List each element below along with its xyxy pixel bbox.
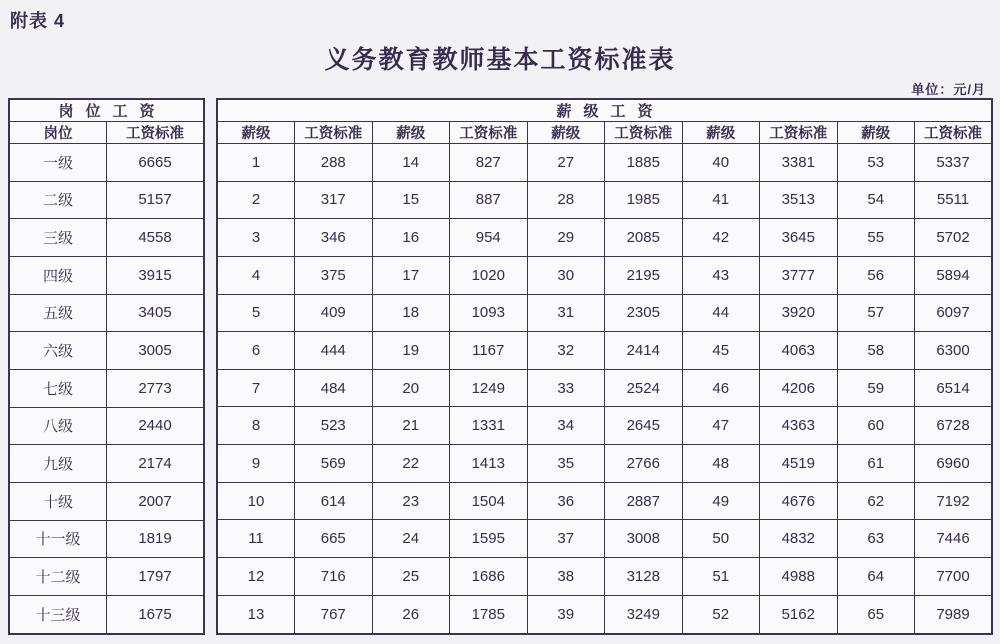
grade-salary-cell: 1985 xyxy=(605,181,683,219)
grade-number-cell: 18 xyxy=(372,294,450,332)
grade-salary-cell: 4063 xyxy=(760,332,838,370)
grade-salary-cell: 2645 xyxy=(605,407,683,445)
grade-number-cell: 6 xyxy=(217,332,295,370)
grade-salary-cell: 6728 xyxy=(915,407,993,445)
grade-salary-cell: 523 xyxy=(295,407,373,445)
grade-salary-cell: 954 xyxy=(450,219,528,257)
grade-table-row xyxy=(217,181,992,219)
grade-salary-column-header: 工资标准 xyxy=(760,122,838,144)
grade-salary-cell: 767 xyxy=(295,595,373,634)
grade-salary-cell: 2524 xyxy=(605,369,683,407)
grade-salary-cell: 4363 xyxy=(760,407,838,445)
grade-table-row xyxy=(217,294,992,332)
grade-number-cell: 20 xyxy=(372,369,450,407)
grade-number-cell: 56 xyxy=(837,256,915,294)
grade-number-cell: 40 xyxy=(682,144,760,182)
grade-number-cell: 22 xyxy=(372,445,450,483)
grade-number-cell: 61 xyxy=(837,445,915,483)
grade-number-cell: 38 xyxy=(527,558,605,596)
position-table-title: 岗位工资 xyxy=(9,99,204,122)
grade-number-cell: 65 xyxy=(837,595,915,634)
grade-number-cell: 32 xyxy=(527,332,605,370)
grade-table-header-row xyxy=(217,122,992,144)
grade-salary-cell: 4988 xyxy=(760,558,838,596)
grade-salary-cell: 3920 xyxy=(760,294,838,332)
position-grade-cell: 二级 xyxy=(9,181,107,219)
grade-number-cell: 59 xyxy=(837,369,915,407)
position-table-header-row xyxy=(9,122,204,144)
grade-number-cell: 57 xyxy=(837,294,915,332)
grade-number-cell: 9 xyxy=(217,445,295,483)
grade-table-row xyxy=(217,407,992,445)
position-table-row xyxy=(9,407,204,445)
grade-number-cell: 62 xyxy=(837,482,915,520)
page-title: 义务教育教师基本工资标准表 xyxy=(324,46,676,74)
position-salary-cell: 5157 xyxy=(107,181,205,219)
grade-table-row xyxy=(217,520,992,558)
position-grade-cell: 十级 xyxy=(9,482,107,520)
position-table-row xyxy=(9,369,204,407)
grade-number-cell: 33 xyxy=(527,369,605,407)
grade-column-header: 薪级 xyxy=(217,122,295,144)
grade-number-cell: 27 xyxy=(527,144,605,182)
grade-number-cell: 5 xyxy=(217,294,295,332)
position-salary-table xyxy=(8,98,205,635)
grade-salary-cell: 5162 xyxy=(760,595,838,634)
grade-salary-column-header: 工资标准 xyxy=(915,122,993,144)
grade-number-cell: 47 xyxy=(682,407,760,445)
grade-table-title-row xyxy=(217,99,992,122)
grade-salary-cell: 375 xyxy=(295,256,373,294)
grade-table-row xyxy=(217,558,992,596)
grade-number-cell: 58 xyxy=(837,332,915,370)
grade-table-row xyxy=(217,332,992,370)
grade-number-cell: 64 xyxy=(837,558,915,596)
grade-number-cell: 21 xyxy=(372,407,450,445)
grade-number-cell: 41 xyxy=(682,181,760,219)
grade-salary-cell: 1020 xyxy=(450,256,528,294)
position-salary-cell: 2007 xyxy=(107,482,205,520)
grade-table-row xyxy=(217,595,992,634)
grade-number-cell: 49 xyxy=(682,482,760,520)
position-salary-cell: 3915 xyxy=(107,256,205,294)
grade-number-cell: 37 xyxy=(527,520,605,558)
grade-salary-cell: 1331 xyxy=(450,407,528,445)
position-salary-cell: 3405 xyxy=(107,294,205,332)
grade-number-cell: 63 xyxy=(837,520,915,558)
position-grade-cell: 一级 xyxy=(9,144,107,182)
grade-column-header: 薪级 xyxy=(682,122,760,144)
grade-salary-cell: 1686 xyxy=(450,558,528,596)
grade-number-cell: 23 xyxy=(372,482,450,520)
position-table-row xyxy=(9,482,204,520)
grade-salary-cell: 3008 xyxy=(605,520,683,558)
position-table-row xyxy=(9,332,204,370)
position-grade-cell: 十一级 xyxy=(9,520,107,558)
grade-salary-cell: 1167 xyxy=(450,332,528,370)
position-grade-cell: 十三级 xyxy=(9,595,107,634)
grade-number-cell: 44 xyxy=(682,294,760,332)
position-table-row xyxy=(9,445,204,483)
grade-salary-cell: 7989 xyxy=(915,595,993,634)
grade-table-row xyxy=(217,144,992,182)
grade-number-cell: 60 xyxy=(837,407,915,445)
grade-salary-cell: 1413 xyxy=(450,445,528,483)
position-table-row xyxy=(9,144,204,182)
grade-number-cell: 42 xyxy=(682,219,760,257)
grade-number-cell: 46 xyxy=(682,369,760,407)
grade-number-cell: 39 xyxy=(527,595,605,634)
position-grade-cell: 十二级 xyxy=(9,558,107,596)
grade-salary-cell: 2887 xyxy=(605,482,683,520)
grade-salary-cell: 2085 xyxy=(605,219,683,257)
position-salary-cell: 6665 xyxy=(107,144,205,182)
grade-number-cell: 13 xyxy=(217,595,295,634)
grade-number-cell: 55 xyxy=(837,219,915,257)
position-table-body xyxy=(9,144,204,635)
grade-column-header: 薪级 xyxy=(837,122,915,144)
grade-number-cell: 17 xyxy=(372,256,450,294)
grade-table-row xyxy=(217,482,992,520)
grade-salary-cell: 4676 xyxy=(760,482,838,520)
grade-number-cell: 29 xyxy=(527,219,605,257)
grade-salary-cell: 3777 xyxy=(760,256,838,294)
grade-number-cell: 51 xyxy=(682,558,760,596)
grade-salary-cell: 665 xyxy=(295,520,373,558)
grade-number-cell: 31 xyxy=(527,294,605,332)
position-salary-cell: 1797 xyxy=(107,558,205,596)
grade-number-cell: 3 xyxy=(217,219,295,257)
tables-container xyxy=(8,98,993,635)
grade-salary-cell: 887 xyxy=(450,181,528,219)
grade-salary-cell: 1785 xyxy=(450,595,528,634)
position-salary-cell: 3005 xyxy=(107,332,205,370)
grade-column-header: 薪级 xyxy=(372,122,450,144)
grade-number-cell: 1 xyxy=(217,144,295,182)
grade-salary-cell: 4206 xyxy=(760,369,838,407)
position-salary-cell: 1675 xyxy=(107,595,205,634)
grade-salary-cell: 6300 xyxy=(915,332,993,370)
grade-salary-cell: 1885 xyxy=(605,144,683,182)
unit-label: 单位：元/月 xyxy=(911,82,986,97)
grade-salary-cell: 7700 xyxy=(915,558,993,596)
position-salary-cell: 2440 xyxy=(107,407,205,445)
grade-salary-cell: 1595 xyxy=(450,520,528,558)
grade-number-cell: 36 xyxy=(527,482,605,520)
position-salary-cell: 4558 xyxy=(107,219,205,257)
grade-salary-cell: 6960 xyxy=(915,445,993,483)
grade-salary-cell: 409 xyxy=(295,294,373,332)
grade-salary-cell: 3128 xyxy=(605,558,683,596)
grade-salary-cell: 2414 xyxy=(605,332,683,370)
position-grade-cell: 五级 xyxy=(9,294,107,332)
grade-salary-cell: 716 xyxy=(295,558,373,596)
grade-number-cell: 24 xyxy=(372,520,450,558)
grade-number-cell: 16 xyxy=(372,219,450,257)
grade-salary-cell: 5894 xyxy=(915,256,993,294)
grade-number-cell: 4 xyxy=(217,256,295,294)
grade-salary-cell: 5337 xyxy=(915,144,993,182)
grade-salary-column-header: 工资标准 xyxy=(450,122,528,144)
grade-salary-cell: 6514 xyxy=(915,369,993,407)
grade-number-cell: 19 xyxy=(372,332,450,370)
grade-number-cell: 12 xyxy=(217,558,295,596)
grade-table-row xyxy=(217,219,992,257)
grade-number-cell: 15 xyxy=(372,181,450,219)
grade-number-cell: 54 xyxy=(837,181,915,219)
grade-salary-table xyxy=(216,98,993,635)
position-table-row xyxy=(9,520,204,558)
grade-table-row xyxy=(217,256,992,294)
grade-salary-cell: 444 xyxy=(295,332,373,370)
grade-table-row xyxy=(217,369,992,407)
position-salary-column-header: 工资标准 xyxy=(107,122,205,144)
grade-number-cell: 52 xyxy=(682,595,760,634)
grade-salary-cell: 827 xyxy=(450,144,528,182)
position-table-row xyxy=(9,294,204,332)
grade-number-cell: 8 xyxy=(217,407,295,445)
grade-salary-cell: 2195 xyxy=(605,256,683,294)
grade-salary-cell: 3381 xyxy=(760,144,838,182)
position-column-header: 岗位 xyxy=(9,122,107,144)
position-table-row xyxy=(9,219,204,257)
grade-salary-cell: 7192 xyxy=(915,482,993,520)
grade-salary-cell: 1093 xyxy=(450,294,528,332)
grade-salary-column-header: 工资标准 xyxy=(605,122,683,144)
grade-salary-cell: 317 xyxy=(295,181,373,219)
appendix-label: 附表 4 xyxy=(10,11,66,31)
position-table-row xyxy=(9,558,204,596)
position-salary-cell: 2773 xyxy=(107,369,205,407)
position-salary-cell: 1819 xyxy=(107,520,205,558)
grade-table-body xyxy=(217,144,992,635)
position-grade-cell: 八级 xyxy=(9,407,107,445)
grade-number-cell: 26 xyxy=(372,595,450,634)
grade-number-cell: 25 xyxy=(372,558,450,596)
grade-number-cell: 48 xyxy=(682,445,760,483)
grade-salary-cell: 614 xyxy=(295,482,373,520)
position-table-row xyxy=(9,256,204,294)
grade-salary-cell: 4832 xyxy=(760,520,838,558)
grade-salary-cell: 3513 xyxy=(760,181,838,219)
grade-number-cell: 45 xyxy=(682,332,760,370)
grade-number-cell: 53 xyxy=(837,144,915,182)
grade-number-cell: 34 xyxy=(527,407,605,445)
grade-salary-cell: 7446 xyxy=(915,520,993,558)
grade-salary-cell: 6097 xyxy=(915,294,993,332)
grade-salary-cell: 484 xyxy=(295,369,373,407)
grade-number-cell: 28 xyxy=(527,181,605,219)
grade-table-title: 薪级工资 xyxy=(217,99,992,122)
grade-number-cell: 43 xyxy=(682,256,760,294)
position-table-row xyxy=(9,595,204,634)
grade-salary-cell: 346 xyxy=(295,219,373,257)
grade-column-header: 薪级 xyxy=(527,122,605,144)
grade-number-cell: 14 xyxy=(372,144,450,182)
grade-salary-cell: 5702 xyxy=(915,219,993,257)
grade-number-cell: 11 xyxy=(217,520,295,558)
grade-salary-cell: 2305 xyxy=(605,294,683,332)
position-grade-cell: 七级 xyxy=(9,369,107,407)
position-table-row xyxy=(9,181,204,219)
grade-salary-cell: 3645 xyxy=(760,219,838,257)
grade-number-cell: 30 xyxy=(527,256,605,294)
grade-number-cell: 2 xyxy=(217,181,295,219)
grade-number-cell: 10 xyxy=(217,482,295,520)
grade-number-cell: 50 xyxy=(682,520,760,558)
position-grade-cell: 四级 xyxy=(9,256,107,294)
grade-number-cell: 35 xyxy=(527,445,605,483)
grade-salary-cell: 1504 xyxy=(450,482,528,520)
position-salary-cell: 2174 xyxy=(107,445,205,483)
position-grade-cell: 六级 xyxy=(9,332,107,370)
grade-salary-cell: 4519 xyxy=(760,445,838,483)
grade-salary-column-header: 工资标准 xyxy=(295,122,373,144)
position-table-title-row xyxy=(9,99,204,122)
grade-salary-cell: 1249 xyxy=(450,369,528,407)
grade-number-cell: 7 xyxy=(217,369,295,407)
position-grade-cell: 三级 xyxy=(9,219,107,257)
grade-salary-cell: 5511 xyxy=(915,181,993,219)
grade-salary-cell: 3249 xyxy=(605,595,683,634)
grade-salary-cell: 288 xyxy=(295,144,373,182)
grade-salary-cell: 569 xyxy=(295,445,373,483)
grade-table-row xyxy=(217,445,992,483)
grade-salary-cell: 2766 xyxy=(605,445,683,483)
position-grade-cell: 九级 xyxy=(9,445,107,483)
